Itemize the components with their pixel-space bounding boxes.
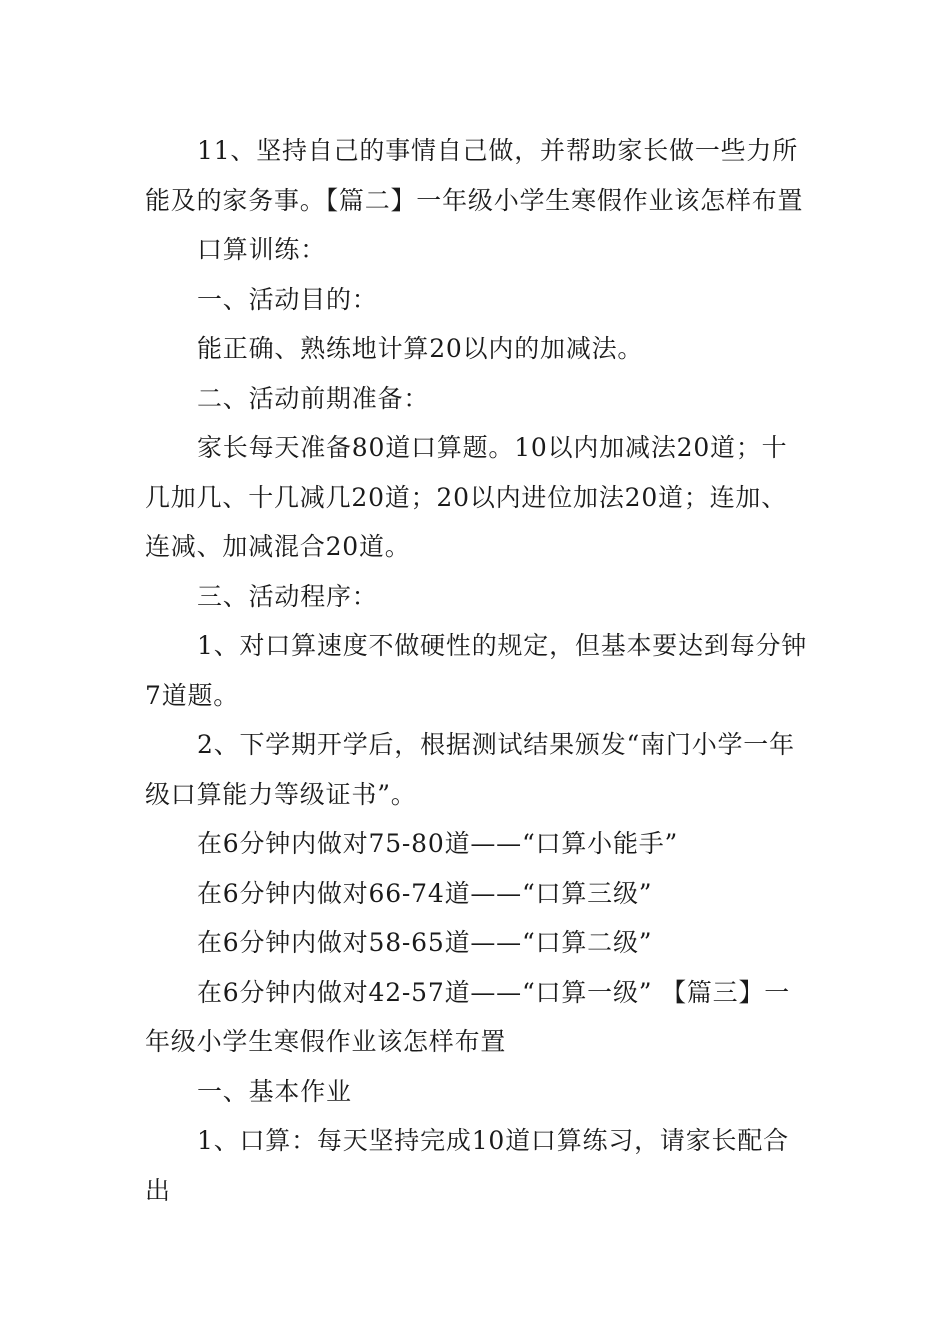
paragraph-item-11: 11、坚持自己的事情自己做，并帮助家长做一些力所能及的家务事。【篇二】一年级小学生寒假作业该怎样布置 [145,136,804,215]
paragraph-level-3: 在6分钟内做对58-65道——“口算二级” [197,928,653,957]
paragraph-purpose: 能正确、熟练地计算20以内的加减法。 [197,334,644,363]
heading-preparation: 二、活动前期准备： [197,383,430,413]
paragraph-procedure-2: 2、下学期开学后，根据测试结果颁发“南门小学一年级口算能力等级证书”。 [145,730,795,809]
document-body [145,126,810,1215]
heading-oral-calculation-training: 口算训练： [197,235,327,264]
paragraph-preparation: 家长每天准备80道口算题。10以内加减法20道；十几加几、十几减几20道；20以内进位加法20道；连加、连减、加减混合20道。 [145,433,788,561]
paragraph-procedure-1: 1、对口算速度不做硬性的规定，但基本要达到每分钟7道题。 [145,631,808,710]
heading-procedure: 三、活动程序： [197,581,378,611]
paragraph-level-4: 在6分钟内做对42-57道——“口算一级” 【篇三】一年级小学生寒假作业该怎样布置 [145,977,791,1056]
paragraph-level-1: 在6分钟内做对75-80道——“口算小能手” [197,829,679,858]
paragraph-oral-calculation: 1、口算：每天坚持完成10道口算练习，请家长配合出 [145,1126,789,1205]
heading-activity-purpose: 一、活动目的： [197,284,378,314]
paragraph-level-2: 在6分钟内做对66-74道——“口算三级” [197,878,653,908]
heading-basic-homework: 一、基本作业 [197,1076,352,1106]
